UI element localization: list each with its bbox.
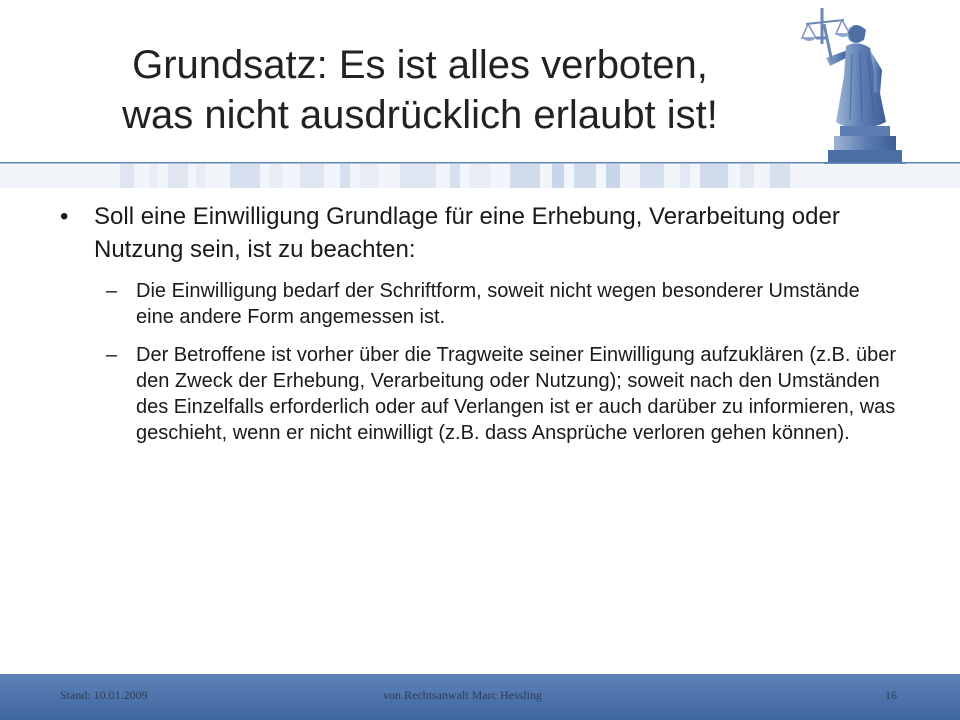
slide-title: [40, 40, 800, 140]
dash-marker: –: [106, 344, 118, 366]
sub-item-1: [58, 278, 898, 330]
slide-title-line-1: Grundsatz: Es ist alles verboten,: [132, 43, 708, 87]
slide-body: [58, 200, 898, 446]
justitia-statue-icon: [800, 4, 920, 170]
bullet-item: [58, 200, 898, 266]
sub-item-text: Die Einwilligung bedarf der Schriftform, soweit nicht wegen besonderer Umstände eine andere Form angemessen ist.: [136, 280, 860, 328]
sub-item-2: [58, 342, 898, 446]
bullet-text: Soll eine Einwilligung Grundlage für eine Erhebung, Verarbeitung oder Nutzung sein, ist zu beachten:: [94, 203, 840, 263]
slide-footer: [0, 674, 960, 720]
bullet-marker: •: [60, 203, 69, 230]
footer-page-number: 16: [885, 688, 897, 702]
footer-author: von Rechtsanwalt Marc Hessling: [383, 688, 542, 702]
sub-item-text: Der Betroffene ist vorher über die Tragweite seiner Einwilligung aufzuklären (z.B. über den Zweck der Erhebung, Verarbeitung oder Nutzung); soweit nach den Umständen des Einzelfalls erforderlich oder auf Verlangen ist er auch darüber zu informieren, was geschieht, wenn er nicht einwilligt (z.B. dass Ansprüche verloren gehen können).: [136, 344, 897, 444]
slide-title-line-2: was nicht ausdrücklich erlaubt ist!: [122, 93, 718, 137]
slide-header: [0, 0, 960, 190]
decorative-bar-strip: [0, 162, 960, 188]
footer-date: Stand: 10.01.2009: [60, 688, 148, 702]
dash-marker: –: [106, 280, 118, 302]
